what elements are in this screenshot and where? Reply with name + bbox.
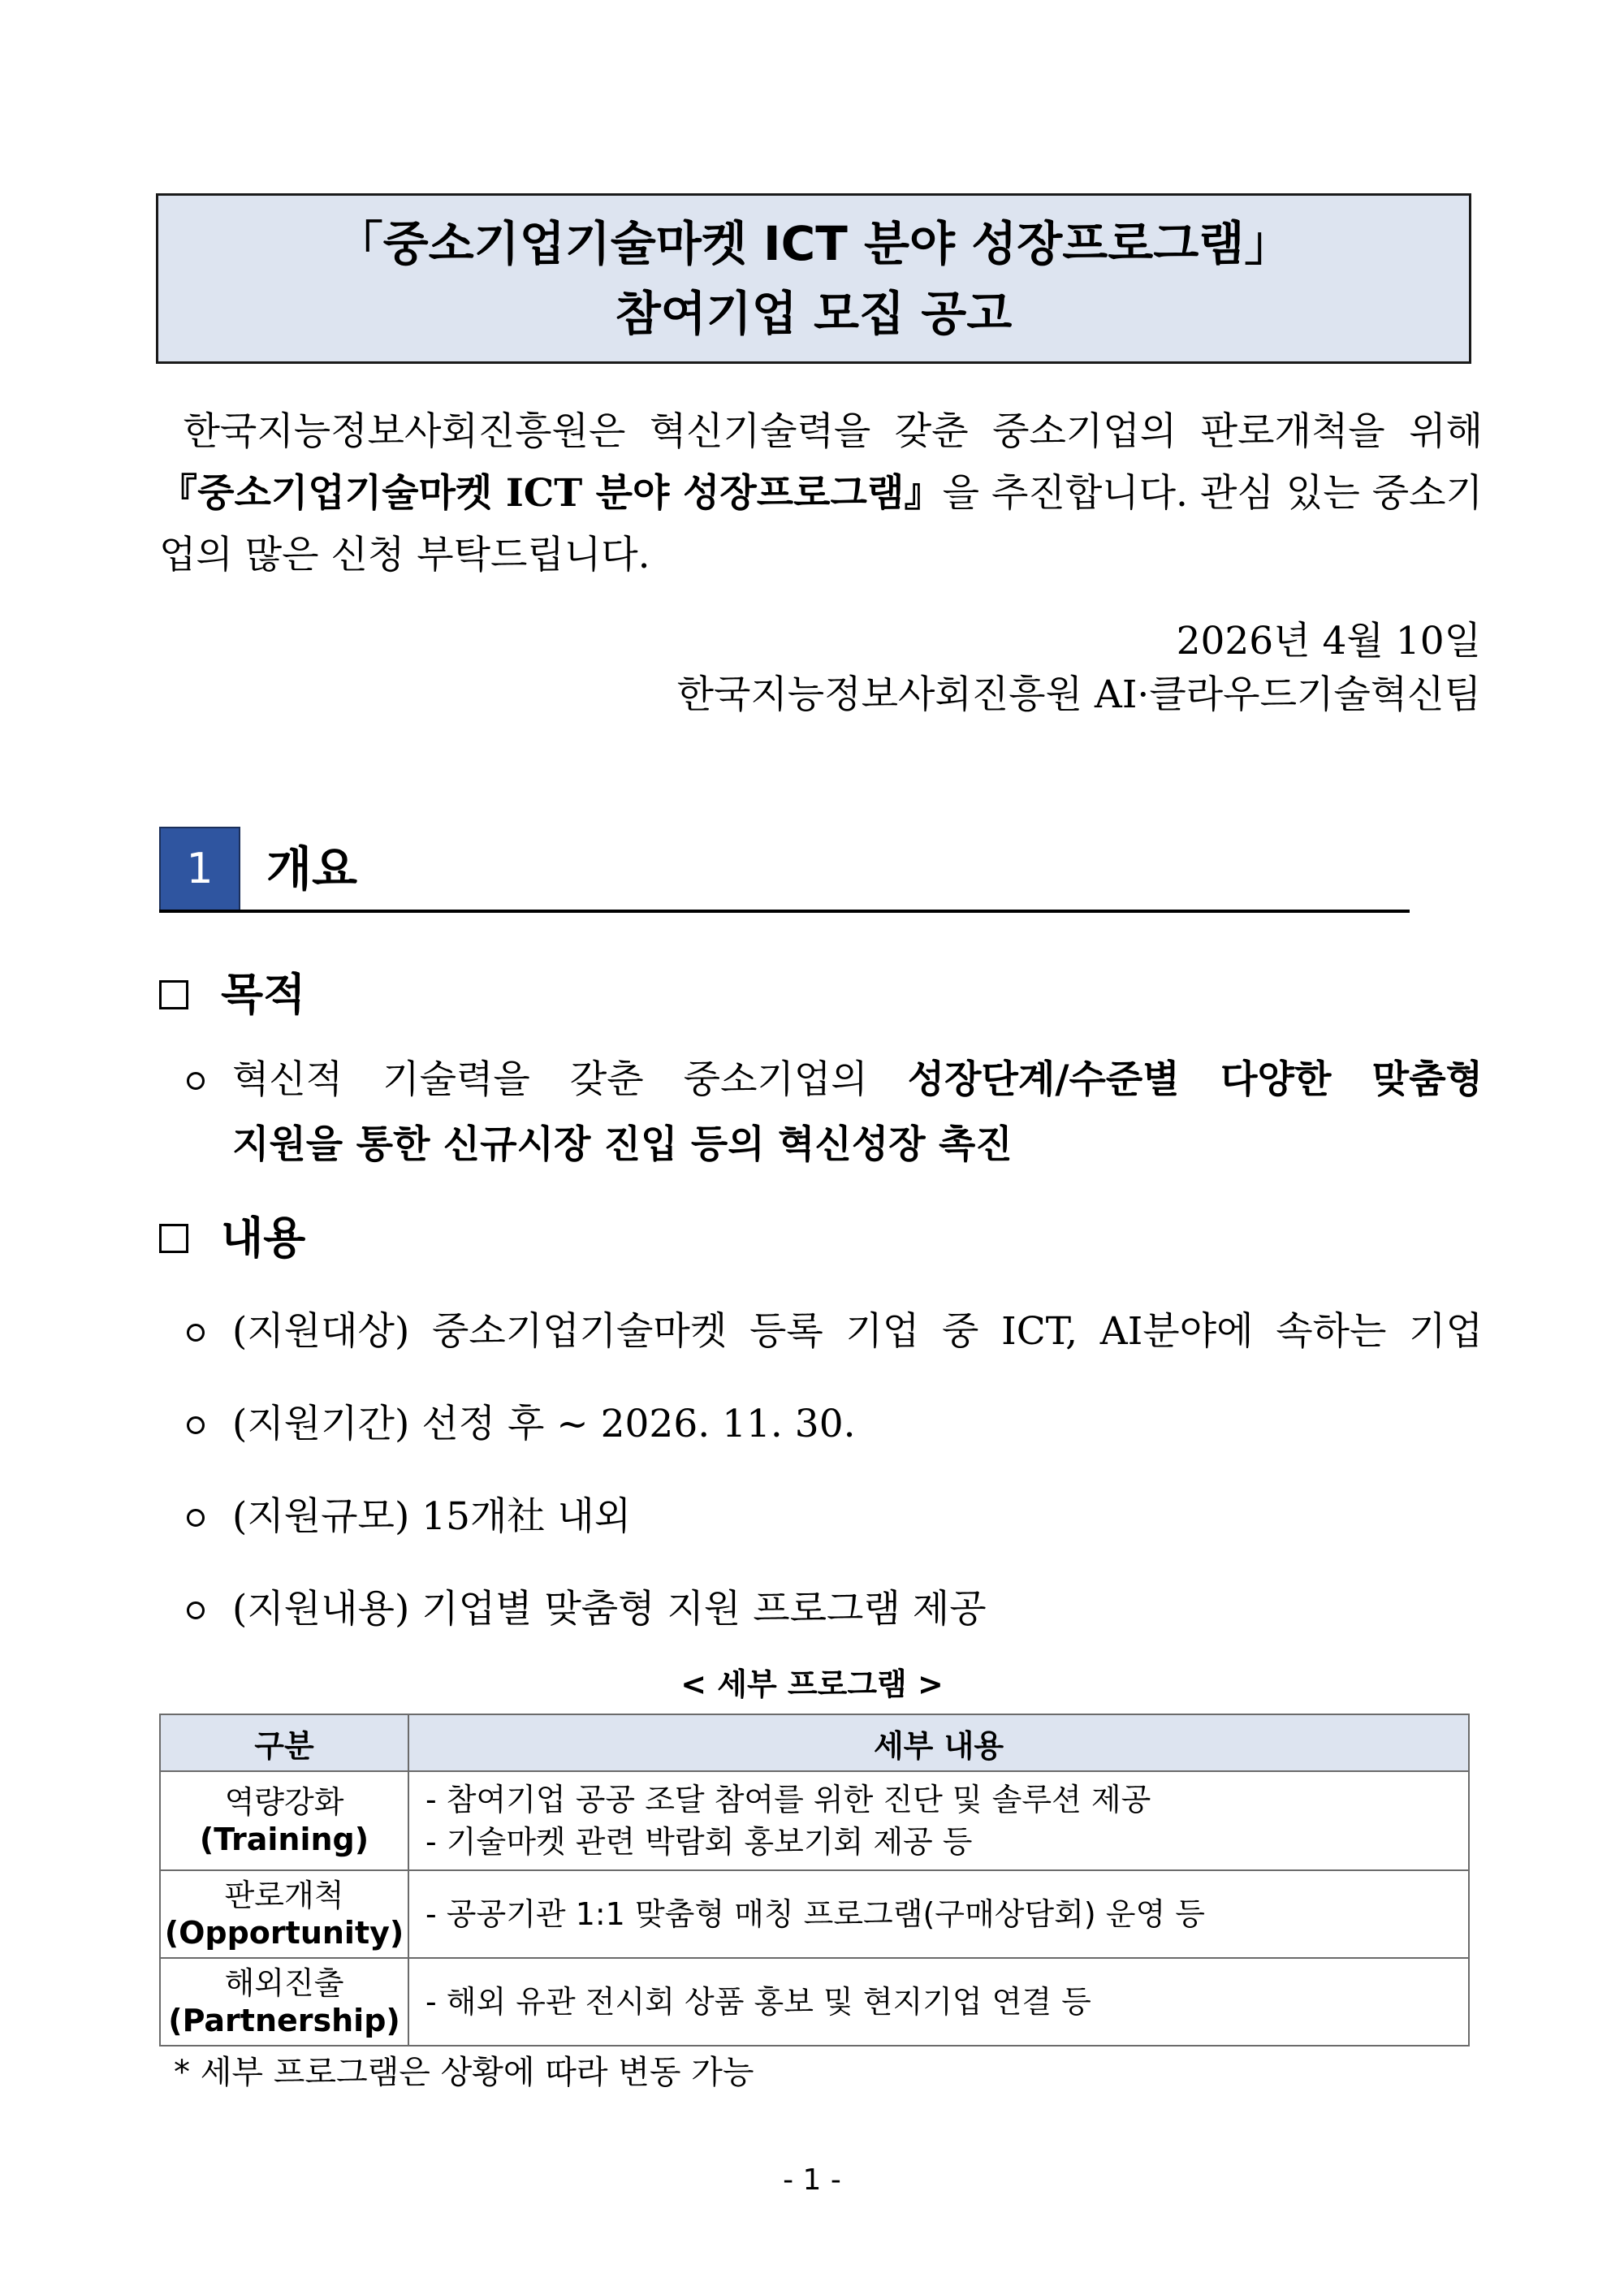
intro-after: 을 추진합니다. 관심 있는 중소기업의 많은 신청 부탁드립니다. — [159, 471, 1483, 577]
section-rule — [159, 910, 1410, 913]
table-cell-details — [408, 1771, 1469, 1870]
checkbox-square-icon — [159, 1224, 188, 1253]
detail-line: - 공공기관 1:1 맞춤형 매칭 프로그램(구매상담회) 운영 등 — [425, 1896, 1205, 1932]
content-item — [184, 1299, 1483, 1364]
page-number: - 1 - — [783, 2163, 841, 2197]
detail-line: - 기술마켓 관련 박람회 홍보기회 제공 등 — [425, 1824, 973, 1860]
title-line-2: 참여기업 모집 공고 — [615, 286, 1013, 341]
circle-bullet-icon — [187, 1416, 205, 1434]
purpose-bullet — [184, 1048, 1483, 1178]
table-row — [160, 1870, 1469, 1958]
table-cell-category — [160, 1958, 408, 2046]
table-cell-category — [160, 1870, 408, 1958]
purpose-text-bold-2: 지원을 통한 신규시장 진입 등의 혁신성장 촉진 — [232, 1122, 1013, 1167]
table-cell-category — [160, 1771, 408, 1870]
intro-before: 한국지능정보사회진흥원은 혁신기술력을 갖춘 중소기업의 판로개척을 위해 — [183, 409, 1483, 454]
content-item — [184, 1485, 1483, 1549]
table-row — [160, 1958, 1469, 2046]
content-heading-label: 내용 — [221, 1212, 306, 1264]
table-cell-details — [408, 1958, 1469, 2046]
title-box — [156, 193, 1471, 364]
detail-line: - 해외 유관 전시회 상품 홍보 및 현지기업 연결 등 — [425, 1984, 1091, 2020]
content-item-text: (지원대상) 중소기업기술마켓 등록 기업 중 ICT, AI분야에 속하는 기업 — [232, 1309, 1483, 1354]
section-title: 개요 — [266, 841, 358, 897]
table-header-details: 세부 내용 — [408, 1714, 1469, 1771]
purpose-heading-label: 목적 — [221, 969, 306, 1020]
intro-paragraph — [159, 401, 1483, 586]
content-heading — [159, 1210, 305, 1267]
content-item — [184, 1392, 1483, 1457]
circle-bullet-icon — [187, 1601, 205, 1619]
purpose-text-plain: 혁신적 기술력을 갖춘 중소기업의 — [232, 1057, 908, 1102]
announcement-date: 2026년 4월 10일 — [1176, 619, 1481, 663]
circle-bullet-icon — [187, 1072, 205, 1090]
circle-bullet-icon — [187, 1509, 205, 1527]
issuer-name: 한국지능정보사회진흥원 AI·클라우드기술혁신팀 — [676, 672, 1481, 717]
checkbox-square-icon — [159, 980, 188, 1009]
section-number: 1 — [159, 827, 240, 911]
table-cell-details — [408, 1870, 1469, 1958]
purpose-heading — [159, 966, 305, 1023]
content-item-text: (지원기간) 선정 후 ~ 2026. 11. 30. — [232, 1402, 856, 1446]
circle-bullet-icon — [187, 1324, 205, 1342]
category-en: (Opportunity) — [164, 1915, 404, 1951]
table-caption: < 세부 프로그램 > — [680, 1666, 944, 1702]
content-item-text: (지원규모) 15개社 내외 — [232, 1494, 632, 1539]
purpose-text-bold-1: 성장단계/수준별 다양한 맞춤형 — [907, 1057, 1483, 1102]
purpose-line-1 — [232, 1048, 1483, 1113]
category-ko: 역량강화 — [224, 1784, 344, 1820]
detail-line: - 참여기업 공공 조달 참여를 위한 진단 및 솔루션 제공 — [425, 1782, 1151, 1817]
table-row — [160, 1771, 1469, 1870]
title-line-1: 「중소기업기술마켓 ICT 분야 성장프로그램」 — [335, 216, 1292, 271]
table-header-category: 구분 — [160, 1714, 408, 1771]
table-header-row — [160, 1714, 1469, 1771]
category-en: (Partnership) — [168, 2003, 400, 2038]
table-note: * 세부 프로그램은 상황에 따라 변동 가능 — [174, 2054, 754, 2091]
category-en: (Training) — [199, 1822, 369, 1857]
category-ko: 판로개척 — [224, 1878, 344, 1913]
intro-program-name: 『중소기업기술마켓 ICT 분야 성장프로그램』 — [159, 471, 943, 516]
content-item — [184, 1577, 1483, 1642]
content-item-text: (지원내용) 기업별 맞춤형 지원 프로그램 제공 — [232, 1587, 987, 1632]
category-ko: 해외진출 — [224, 1965, 344, 2001]
program-table — [159, 1714, 1470, 2046]
